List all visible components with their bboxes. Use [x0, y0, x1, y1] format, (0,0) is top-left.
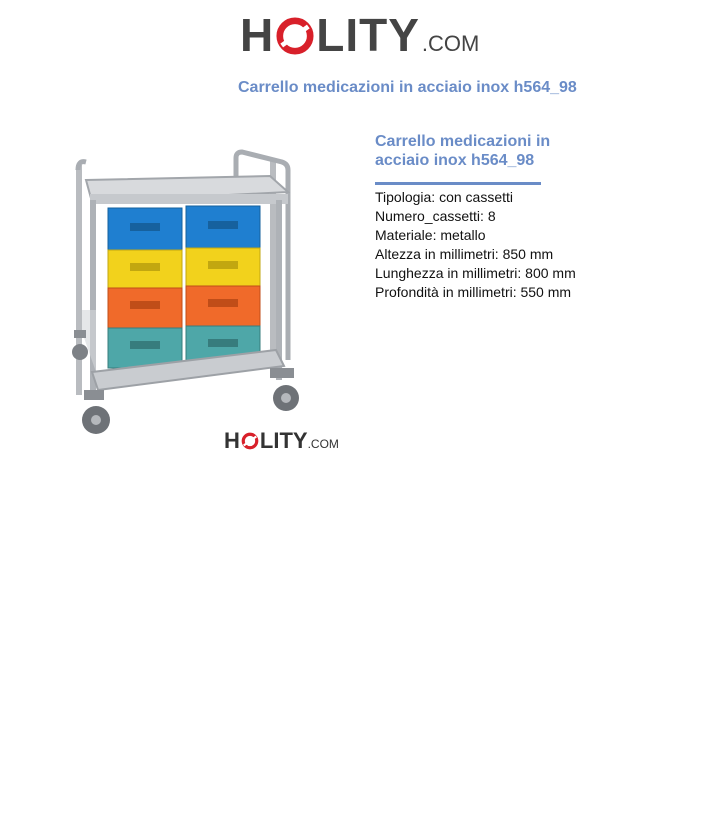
product-heading: Carrello medicazioni in acciaio inox h564_98: [375, 133, 551, 169]
watermark-letter-h: H: [224, 428, 240, 453]
watermark-o-swoosh-icon: [241, 432, 259, 450]
spec-line: Tipologia: con cassetti: [375, 189, 513, 205]
logo-o-swoosh-icon: [276, 17, 314, 55]
watermark-letters-lity: LITY: [259, 428, 308, 453]
product-image: [0, 110, 360, 480]
image-watermark-logo: [224, 430, 339, 452]
drawer-column-right: [186, 206, 260, 366]
logo-letter-h: H: [240, 9, 275, 61]
logo-letters-lity: LITY: [316, 9, 420, 61]
spec-line: Materiale: metallo: [375, 227, 486, 243]
watermark-suffix: .COM: [307, 437, 339, 451]
spec-line: Lunghezza in millimetri: 800 mm: [375, 265, 576, 281]
spec-line: Profondità in millimetri: 550 mm: [375, 284, 572, 300]
page-title: Carrello medicazioni in acciaio inox h564_98: [238, 79, 577, 96]
spec-line: Altezza in millimetri: 850 mm: [375, 246, 554, 262]
logo-suffix: .COM: [421, 31, 480, 56]
site-logo[interactable]: [240, 9, 480, 61]
product-details: [375, 132, 695, 302]
heading-divider: [375, 182, 541, 185]
drawer-column-left: [108, 208, 182, 368]
spec-line: Numero_cassetti: 8: [375, 208, 496, 224]
